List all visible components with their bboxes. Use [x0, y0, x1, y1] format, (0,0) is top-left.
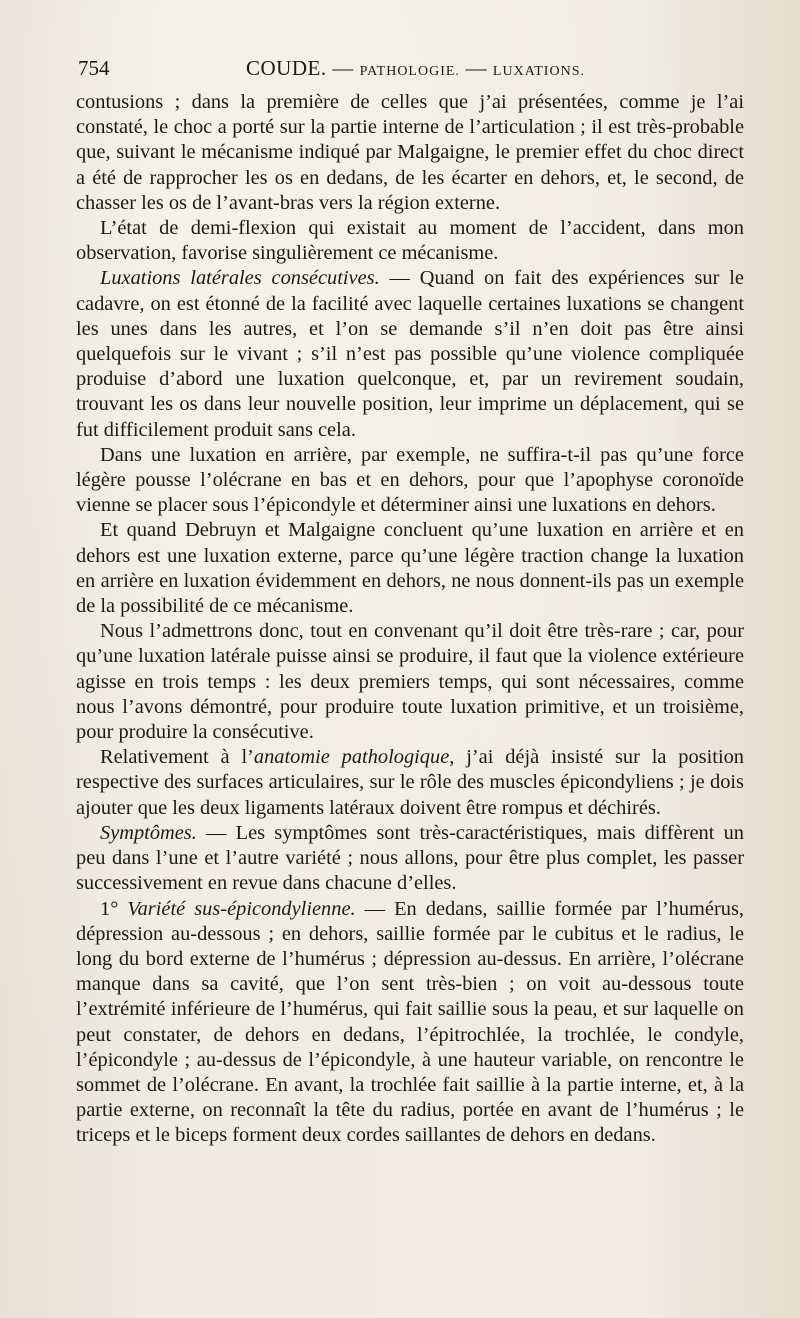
paragraph-5: Et quand Debruyn et Malgaigne concluent qu’une luxation en arrière et en dehors est une luxation externe, parce qu’une légère traction change la luxation en arrière en luxation évidemment en dehors, ne nous donnent-ils pas un exemple de la possibilité de ce mécanisme.: [76, 519, 744, 618]
page-header: [78, 56, 744, 86]
running-head-section-1: PATHOLOGIE.: [359, 64, 460, 79]
paragraph-7: Relativement à l’anatomie pathologique, j’ai déjà insisté sur la position respective des surfaces articulaires, sur le rôle des muscles épicondyliens ; je dois ajouter que les deux ligaments latéraux doivent être rompus et déchirés.: [76, 746, 744, 819]
running-head-title: COUDE.: [246, 56, 327, 80]
section-heading-variete-sus-epicondylienne: Variété sus-épicondylienne.: [127, 897, 356, 920]
paragraph-6: Nous l’admettrons donc, tout en convenant qu’il doit être très-rare ; car, pour qu’une luxation latérale puisse ainsi se produire, il faut que la violence extérieure agisse en trois temps : les deux premiers temps, qui sont nécessaires, comme nous l’avons démontré, pour produire toute luxation primitive, et un troisième, pour produire la consécutive.: [76, 620, 744, 744]
running-head-dash-2: —: [465, 56, 488, 80]
page-number: 754: [78, 56, 110, 80]
paragraph-9: 1° Variété sus-épicondylienne. — En dedans, saillie formée par l’humérus, dépression au-dessous ; en dehors, saillie formée par le cubitus et le radius, le long du bord externe de l’humérus ; dépression au-dessus. En arrière, l’olécrane manque dans sa cavité, que l’on sent très-bien ; on voit au-dessous toute l’extrémité inférieure de l’humérus, qui fait saillie sous la peau, et sur laquelle on peut constater, de dehors en dedans, l’épitrochlée, la trochlée, le condyle, l’épicondyle ; au-dessus de l’épicondyle, à une hauteur variable, on rencontre le sommet de l’olécrane. En avant, la trochlée fait saillie à la partie interne, et, à la partie externe, on reconnaît la tête du radius, portée en avant de l’humérus ; le triceps et le biceps forment deux cordes saillantes de dehors en dedans.: [76, 897, 744, 1147]
paragraph-8: Symptômes. — Les symptômes sont très-caractéristiques, mais diffèrent un peu dans l’une et l’autre variété ; nous allons, pour être plus complet, les passer successivement en revue dans chacune d’elles.: [76, 821, 744, 895]
paragraph-1: contusions ; dans la première de celles que j’ai présentées, comme je l’ai constaté, le choc a porté sur la partie interne de l’articulation ; il est très-probable que, suivant le mécanisme indiqué par Malgaigne, le premier effet du choc direct a été de rapprocher les os en dedans, de les écarter en dehors, et, le second, de chasser les os de l’avant-bras vers la région externe.: [76, 91, 744, 214]
body-text: [76, 90, 744, 1149]
paragraph-2: L’état de demi-flexion qui existait au moment de l’accident, dans mon observation, favorise singulièrement ce mécanisme.: [76, 217, 744, 265]
running-head: [246, 56, 585, 81]
running-head-dash-1: —: [332, 56, 354, 80]
section-heading-luxations-laterales: Luxations latérales consécutives.: [100, 267, 380, 290]
running-head-section-2: LUXATIONS.: [492, 64, 585, 79]
paragraph-3: Luxations latérales consécutives. — Quand on fait des expériences sur le cadavre, on est étonné de la facilité avec laquelle certaines luxations se changent les unes dans les autres, et l’on se demande s’il n’en doit pas être ainsi quelquefois sur le vivant ; s’il n’est pas possible qu’une violence compliquée produise d’abord une luxation quelconque, et, par un revirement soudain, trouvant les os dans leur nouvelle position, leur imprime un déplacement, qui se fut difficilement produit sans cela.: [76, 267, 744, 441]
term-anatomie-pathologique: anatomie pathologique: [253, 746, 450, 769]
section-heading-symptomes: Symptômes.: [100, 821, 197, 844]
paragraph-4: Dans une luxation en arrière, par exemple, ne suffira-t-il pas qu’une force légère pousse l’olécrane en bas et en dehors, pour que l’apophyse coronoïde vienne se placer sous l’épicondyle et déterminer ainsi une luxations en dehors.: [76, 443, 744, 517]
